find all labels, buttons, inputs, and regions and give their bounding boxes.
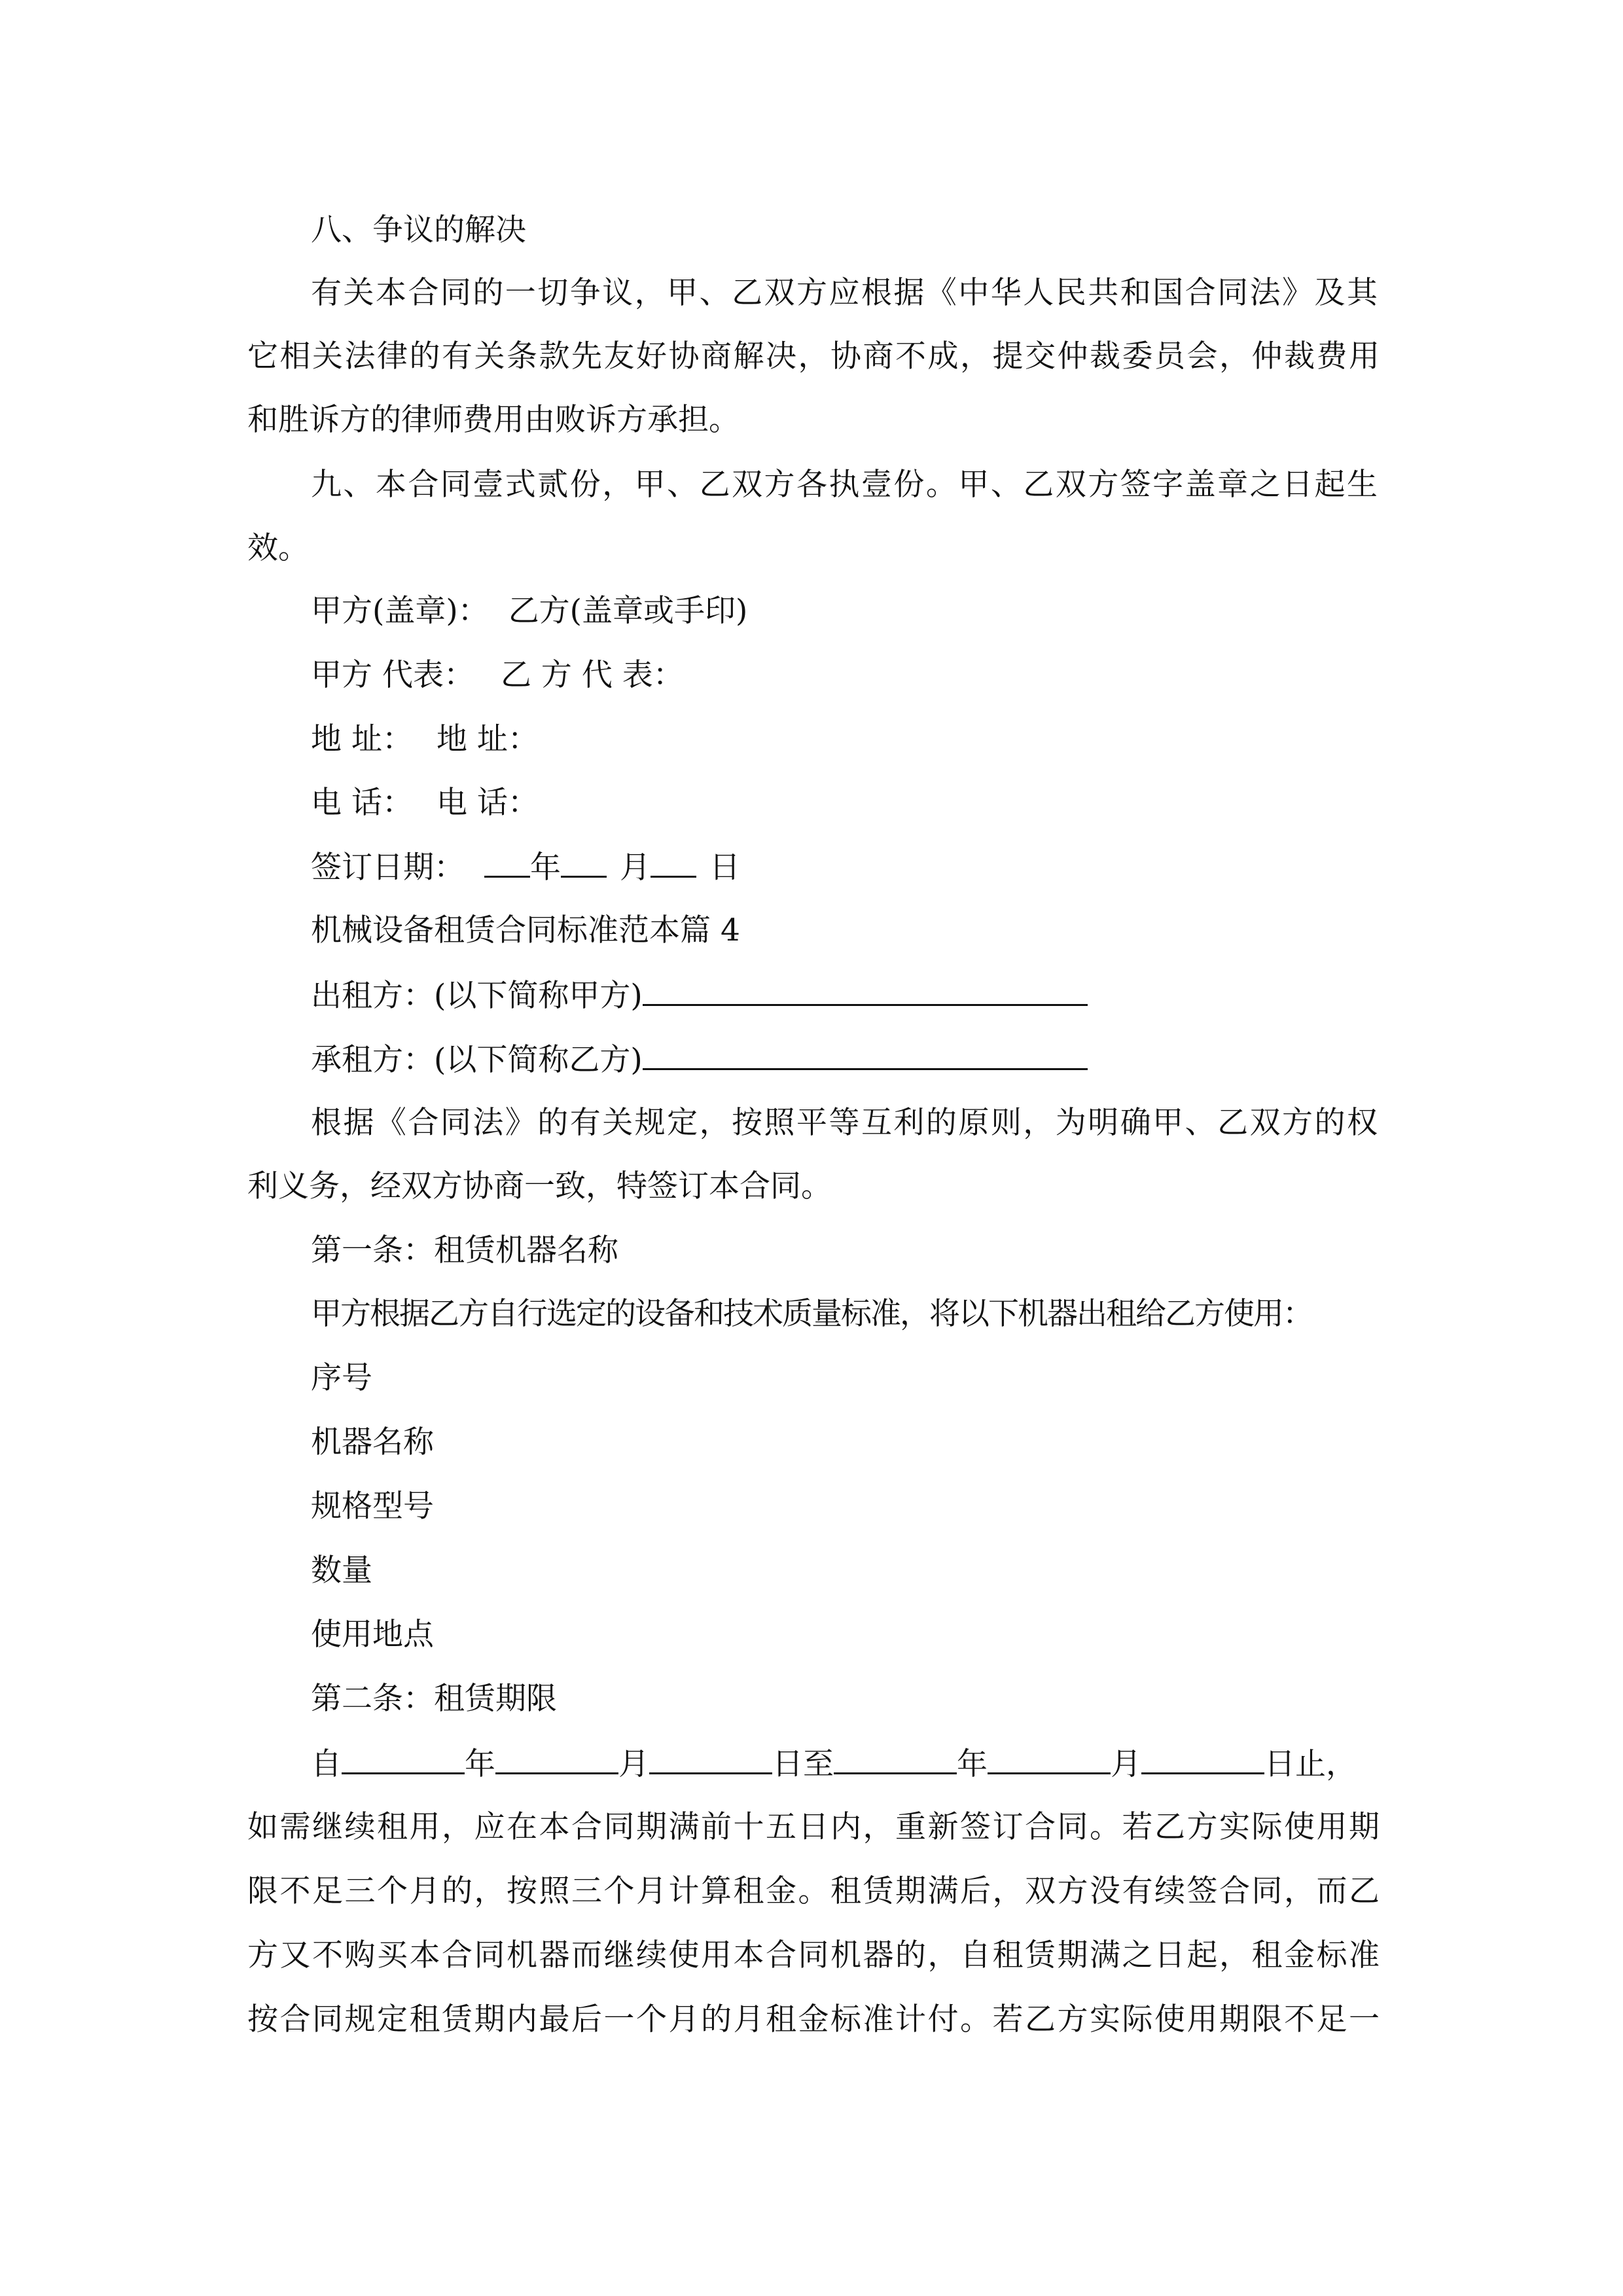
- address-line: [311, 720, 539, 759]
- period-year1-label: 年: [465, 1746, 495, 1782]
- period-month1-blank: [495, 1744, 618, 1774]
- lessee-blank: [643, 1039, 1088, 1070]
- party-a-seal-label: 甲方(盖章)：: [311, 593, 489, 629]
- lessor-label: 出租方：(以下简称甲方): [311, 978, 643, 1014]
- sign-month-label: 月: [620, 850, 651, 886]
- contract4-title: 机械设备租赁合同标准范本篇 4: [311, 912, 740, 948]
- article1-heading: 第一条：租赁机器名称: [311, 1232, 618, 1268]
- sign-day-blank: [651, 847, 696, 878]
- period-month2-blank: [988, 1744, 1111, 1774]
- section9-line-2: 效。: [247, 530, 309, 566]
- party-a-rep-label: 甲方 代表：: [311, 657, 474, 693]
- sign-date-label: 签订日期：: [311, 850, 465, 886]
- preamble-line-1: 根据《合同法》的有关规定，按照平等互利的原则，为明确甲、乙双方的权: [311, 1105, 1378, 1141]
- article2-heading: 第二条：租赁期限: [311, 1681, 557, 1717]
- article2-line-1: 如需继续租用，应在本合同期满前十五日内，重新签订合同。若乙方实际使用期: [247, 1809, 1380, 1845]
- party-a-seal-line: [311, 592, 747, 631]
- address-b-label: 地 址：: [436, 721, 539, 757]
- section9-line-1: 九、本合同壹式贰份，甲、乙双方各执壹份。甲、乙双方签字盖章之日起生: [311, 467, 1378, 503]
- section8-line-3: 和胜诉方的律师费用由败诉方承担。: [247, 402, 740, 438]
- preamble-line-2: 利义务，经双方协商一致，特签订本合同。: [247, 1168, 832, 1204]
- period-prefix: 自: [311, 1746, 342, 1782]
- party-b-seal-label: 乙方(盖章或手印): [508, 593, 748, 629]
- phone-a-label: 电 话：: [311, 785, 413, 821]
- period-year2-label: 年: [957, 1746, 988, 1782]
- period-day2-label: 日止，: [1264, 1746, 1357, 1782]
- section8-heading: 八、争议的解决: [311, 212, 526, 248]
- address-a-label: 地 址：: [311, 721, 413, 757]
- sign-month-blank: [561, 847, 607, 878]
- table-field-4: 数量: [311, 1552, 372, 1588]
- period-day1-label: 日至: [772, 1746, 834, 1782]
- phone-b-label: 电 话：: [436, 785, 539, 821]
- table-field-2: 机器名称: [311, 1424, 434, 1460]
- lessee-line: [311, 1039, 1088, 1080]
- article2-line-3: 方又不购买本合同机器而继续使用本合同机器的，自租赁期满之日起，租金标准: [247, 1937, 1380, 1973]
- period-month2-label: 月: [1111, 1746, 1141, 1782]
- sign-date-line: [311, 847, 740, 888]
- period-year1-blank: [342, 1744, 465, 1774]
- sign-year-label: 年: [530, 850, 561, 886]
- party-b-rep-label: 乙 方 代 表：: [500, 657, 684, 693]
- table-field-5: 使用地点: [311, 1617, 434, 1653]
- section8-line-2: 它相关法律的有关条款先友好协商解决，协商不成，提交仲裁委员会，仲裁费用: [247, 338, 1380, 374]
- table-field-1: 序号: [311, 1360, 372, 1396]
- article1-body: 甲方根据乙方自行选定的设备和技术质量标准，将以下机器出租给乙方使用：: [311, 1296, 1312, 1332]
- section8-line-1: 有关本合同的一切争议，甲、乙双方应根据《中华人民共和国合同法》及其: [311, 275, 1378, 311]
- article2-line-4: 按合同规定租赁期内最后一个月的月租金标准计付。若乙方实际使用期限不足一: [247, 2001, 1380, 2037]
- period-day2-blank: [1141, 1744, 1264, 1774]
- period-year2-blank: [834, 1744, 957, 1774]
- representative-line: [311, 656, 684, 695]
- period-day1-blank: [649, 1744, 772, 1774]
- period-month1-label: 月: [618, 1746, 649, 1782]
- lessee-label: 承租方：(以下简称乙方): [311, 1042, 643, 1078]
- phone-line: [311, 783, 539, 823]
- lessor-blank: [643, 975, 1088, 1006]
- sign-year-blank: [484, 847, 530, 878]
- sign-day-label: 日: [709, 850, 740, 886]
- article2-line-2: 限不足三个月的，按照三个月计算租金。租赁期满后，双方没有续签合同，而乙: [247, 1873, 1380, 1909]
- lessor-line: [311, 975, 1088, 1016]
- table-field-3: 规格型号: [311, 1488, 434, 1524]
- article2-period-line: [311, 1744, 1357, 1784]
